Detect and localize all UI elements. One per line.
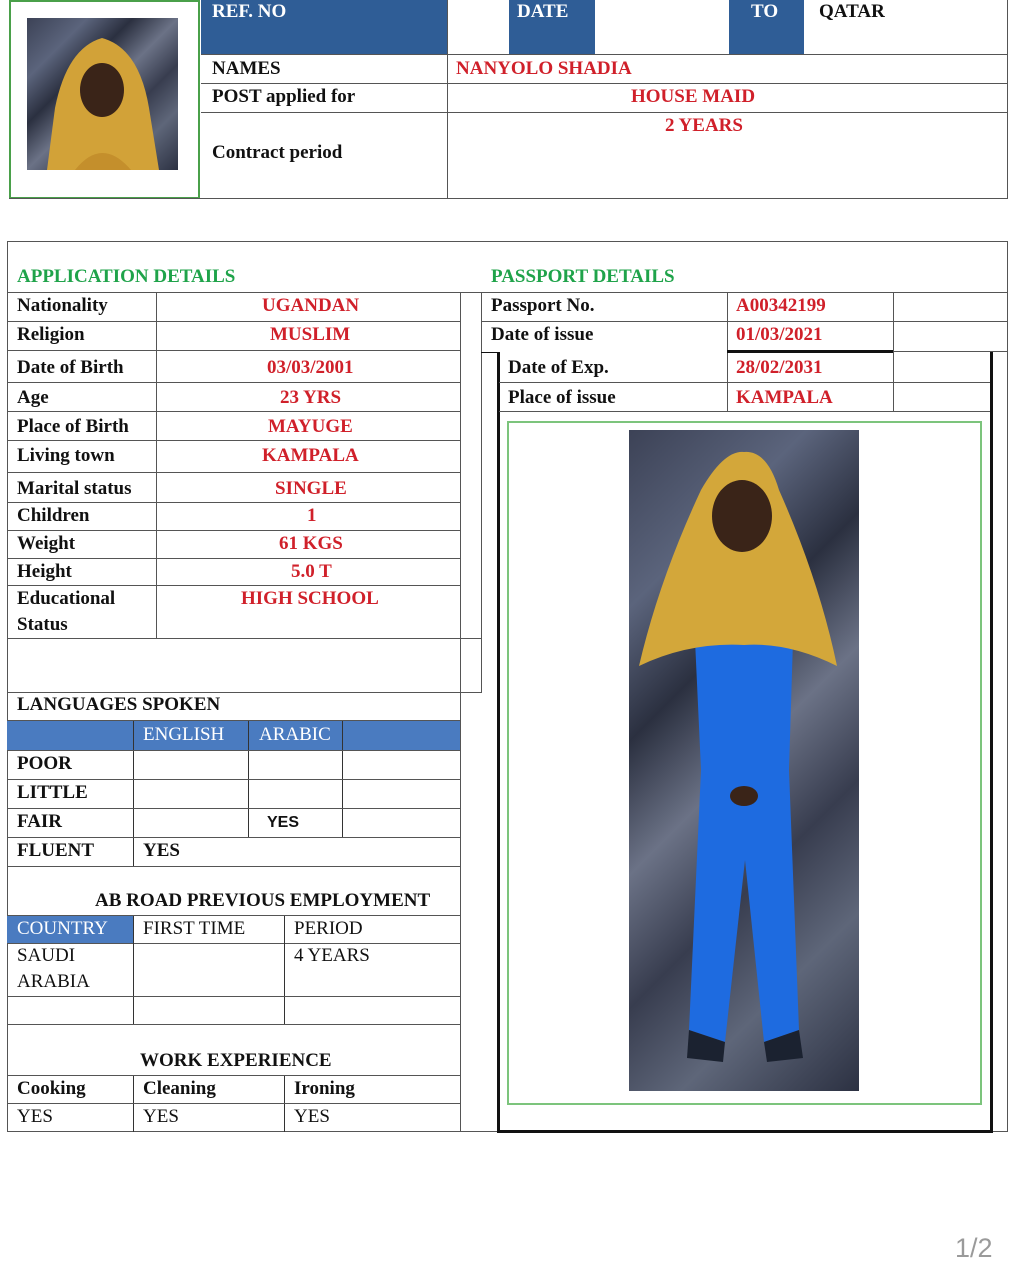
employment-country-line1: SAUDI [17, 945, 76, 966]
date-of-exp-value: 28/02/2031 [736, 357, 823, 378]
full-length-photo [629, 430, 859, 1091]
place-of-birth-value: MAYUGE [268, 416, 353, 437]
lang-col-english: ENGLISH [143, 724, 225, 745]
work-col-ironing: Ironing [294, 1078, 355, 1099]
age-label: Age [17, 387, 49, 408]
names-label: NAMES [212, 58, 281, 79]
children-value: 1 [307, 505, 317, 526]
education-label-line2: Status [17, 614, 68, 635]
marital-status-label: Marital status [17, 478, 132, 499]
religion-label: Religion [17, 324, 85, 345]
weight-value: 61 KGS [279, 533, 343, 554]
employment-col-period: PERIOD [294, 918, 363, 939]
to-label: TO [751, 1, 779, 22]
nationality-value: UGANDAN [262, 295, 360, 316]
level-poor: POOR [17, 753, 72, 774]
fluent-english-value: YES [143, 840, 180, 861]
religion-value: MUSLIM [270, 324, 351, 345]
employment-country-line2: ARABIA [17, 971, 90, 992]
employment-col-country: COUNTRY [17, 918, 108, 939]
level-little: LITTLE [17, 782, 88, 803]
age-value: 23 YRS [280, 387, 342, 408]
date-label: DATE [517, 1, 569, 22]
place-of-issue-value: KAMPALA [736, 387, 833, 408]
employment-period-value: 4 YEARS [294, 945, 370, 966]
contract-value: 2 YEARS [665, 115, 743, 136]
date-of-issue-label: Date of issue [491, 324, 594, 345]
ref-no-label: REF. NO [212, 1, 287, 22]
passport-details-title: PASSPORT DETAILS [491, 266, 675, 287]
living-town-value: KAMPALA [262, 445, 359, 466]
height-label: Height [17, 561, 72, 582]
education-label-line1: Educational [17, 588, 116, 609]
post-label: POST applied for [212, 86, 356, 107]
date-of-issue-value: 01/03/2021 [736, 324, 823, 345]
living-town-label: Living town [17, 445, 115, 466]
languages-title: LANGUAGES SPOKEN [17, 694, 221, 715]
dob-value: 03/03/2001 [267, 357, 354, 378]
lang-col-arabic: ARABIC [259, 724, 331, 745]
weight-label: Weight [17, 533, 76, 554]
dob-label: Date of Birth [17, 357, 124, 378]
work-col-cooking: Cooking [17, 1078, 86, 1099]
level-fluent: FLUENT [17, 840, 95, 861]
passport-no-label: Passport No. [491, 295, 595, 316]
destination-country: QATAR [819, 1, 885, 22]
marital-status-value: SINGLE [275, 478, 347, 499]
languages-header-bar [7, 721, 460, 750]
contract-label: Contract period [212, 142, 343, 163]
level-fair: FAIR [17, 811, 63, 832]
work-cooking-value: YES [17, 1106, 53, 1127]
date-of-exp-label: Date of Exp. [508, 357, 609, 378]
education-value: HIGH SCHOOL [241, 588, 379, 609]
work-ironing-value: YES [294, 1106, 330, 1127]
fair-arabic-value: YES [267, 814, 300, 831]
passport-photo [27, 18, 178, 170]
work-experience-title: WORK EXPERIENCE [140, 1050, 332, 1071]
passport-no-value: A00342199 [736, 295, 826, 316]
employment-title: AB ROAD PREVIOUS EMPLOYMENT [95, 890, 431, 911]
nationality-label: Nationality [17, 295, 108, 316]
work-col-cleaning: Cleaning [143, 1078, 216, 1099]
height-value: 5.0 T [291, 561, 332, 582]
application-details-title: APPLICATION DETAILS [17, 266, 236, 287]
place-of-birth-label: Place of Birth [17, 416, 129, 437]
work-cleaning-value: YES [143, 1106, 179, 1127]
names-value: NANYOLO SHADIA [456, 58, 632, 79]
children-label: Children [17, 505, 90, 526]
place-of-issue-label: Place of issue [508, 387, 616, 408]
employment-col-first-time: FIRST TIME [143, 918, 246, 939]
post-value: HOUSE MAID [631, 86, 756, 107]
page-indicator: 1/2 [955, 1233, 993, 1263]
